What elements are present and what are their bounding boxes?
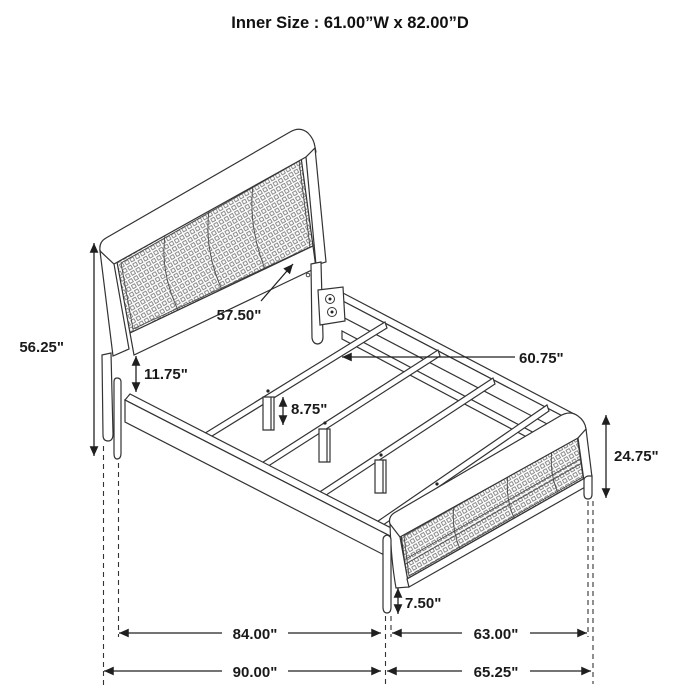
footboard	[383, 413, 592, 613]
dim-rail-length-label: 84.00"	[232, 626, 278, 643]
dim-footboard-leg-label: 7.50"	[405, 595, 442, 612]
bolt-hole	[306, 273, 310, 277]
center-support-leg	[263, 397, 274, 430]
dim-overall-depth-label: 90.00"	[232, 664, 278, 681]
footboard-left-leg	[383, 535, 391, 613]
center-support-leg	[319, 429, 330, 462]
headboard-left-leg	[102, 353, 113, 441]
bed-front-left-leg	[114, 378, 121, 459]
rail-bracket	[318, 287, 345, 325]
footboard-right-leg	[584, 476, 592, 499]
center-support-leg	[375, 460, 386, 493]
headboard	[100, 129, 345, 441]
screw-dot	[323, 421, 326, 424]
dim-rail-gap-label: 11.75"	[144, 366, 188, 383]
dim-footboard-inner-label: 63.00"	[473, 626, 519, 643]
bed-slat	[202, 322, 387, 441]
screw-dot	[435, 482, 438, 485]
dim-support-leg-label: 8.75"	[291, 401, 328, 418]
dim-headboard-height-label: 56.25"	[19, 339, 64, 356]
bed-slat	[257, 350, 440, 472]
screw-dot	[266, 389, 269, 392]
dim-slat-length-label: 60.75"	[519, 350, 564, 367]
screw-dot	[379, 453, 382, 456]
diagram-title: Inner Size : 61.00”W x 82.00”D	[231, 14, 469, 32]
dim-headboard-width-label: 57.50"	[216, 307, 262, 324]
dim-footboard-overall-label: 65.25"	[473, 664, 519, 681]
dim-footboard-height-label: 24.75"	[614, 448, 659, 465]
